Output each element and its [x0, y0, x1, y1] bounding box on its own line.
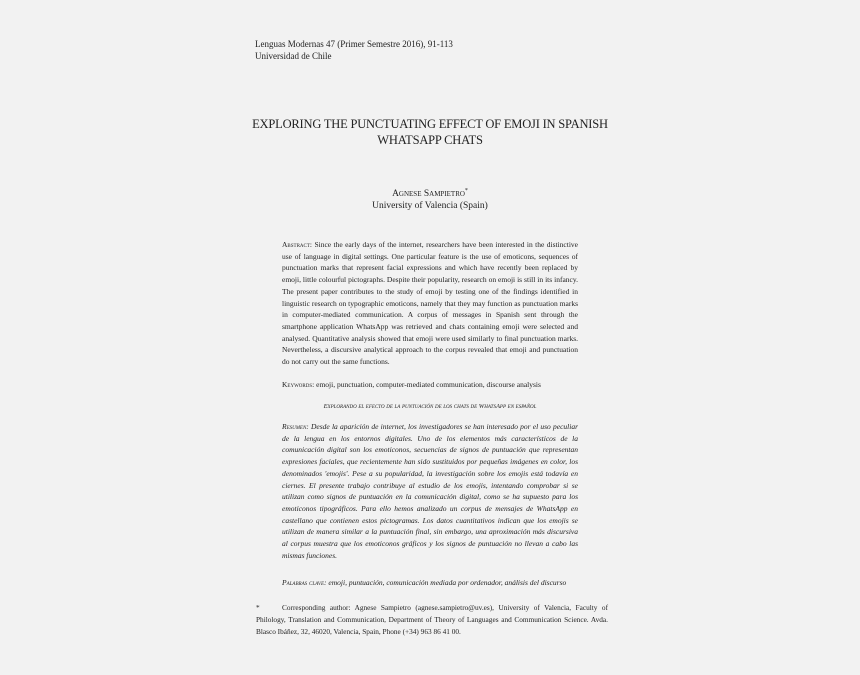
- palabras-label: Palabras clave:: [282, 578, 327, 587]
- abstract-text: Since the early days of the internet, researchers have been interested in the distinctive use of language in digital settings. One particular feature is the use of emoticons, sequences of punctuation marks that represent facial expressions and which have recently been replaced by emoji, little colourful pictographs. Despite their popularity, research on emoji is still in its infancy. The present paper contributes to the study of emoji by testing one of the findings identified in linguistic research on typographic emoticons, namely that they may function as punctuation marks in computer-mediated communication. A corpus of messages in Spanish sent through the smartphone application WhatsApp was retrieved and chats containing emoji were selected and analysed. Quantitative analysis showed that emoji were used similarly to final punctuation marks. Nevertheless, a discursive analytical approach to the corpus revealed that emoji and punctuation do not carry out the same functions.: [282, 240, 578, 367]
- resumen: [282, 421, 578, 561]
- journal-citation: Lenguas Modernas 47 (Primer Semestre 2016), 91-113: [255, 39, 453, 49]
- resumen-label: Resumen:: [282, 422, 309, 431]
- author-affiliation: University of Valencia (Spain): [372, 201, 488, 212]
- footnote-text: Corresponding author: Agnese Sampietro (agnese.sampietro@uv.es), University of Valencia, Faculty of Philology, Translation and Communication, Department of Theory of Languages and Communication Science. Avda. Blasco Ibáñez, 32, 46020, Valencia, Spain, Phone (+34) 963 86 41 00.: [256, 603, 608, 636]
- keywords-text: emoji, punctuation, computer-mediated communication, discourse analysis: [316, 380, 541, 389]
- keywords-label: Keywords:: [282, 380, 315, 389]
- footnote: [256, 602, 608, 638]
- abstract: [282, 239, 578, 368]
- author-footnote-mark: *: [464, 188, 468, 194]
- footnote-mark: *: [256, 603, 260, 612]
- palabras-clave: [282, 577, 578, 589]
- resumen-text: Desde la aparición de internet, los investigadores se han interesado por el uso peculiar de la lengua en los entornos digitales. Uno de los elementos más característicos de la comunicación digital son los emoticonos, secuencias de signos de puntuación que representan expresiones faciales, que recientemente han sido sustituidos por pequeñas imágenes en color, los denominados 'emojis'. Pese a su popularidad, la investigación sobre los emojis está todavía en ciernes. El presente trabajo contribuye al estudio de los emojis, intentando comprobar si se utilizan como signos de puntuación en la comunicación digital, como se ha supuesto para los emoticonos tipográficos. Para ello hemos analizado un corpus de mensajes de WhatsApp en castellano que contienen estos pictogramas. Los datos cuantitativos indican que los emojis se utilizan de manera similar a la puntuación final, sin embargo, una aproximación más discursiva al corpus muestra que los emoticonos gráficos y los signos de puntuación no llevan a cabo las mismas funciones.: [282, 422, 578, 560]
- title-line-1: EXPLORING THE PUNCTUATING EFFECT OF EMOJI IN SPANISH: [252, 117, 608, 131]
- author-name: Agnese Sampietro: [392, 189, 465, 200]
- journal-university: Universidad de Chile: [255, 51, 332, 61]
- title-line-2: WHATSAPP CHATS: [377, 133, 483, 147]
- palabras-text: emoji, puntuación, comunicación mediada por ordenador, análisis del discurso: [328, 578, 567, 587]
- spanish-title: Explorando el efecto de la puntuación de los chats de WhatsApp en español: [323, 403, 537, 410]
- author-block: [230, 185, 630, 212]
- paper-title: [230, 116, 630, 148]
- abstract-label: Abstract:: [282, 240, 313, 249]
- keywords: [282, 379, 578, 391]
- journal-header: [255, 38, 453, 62]
